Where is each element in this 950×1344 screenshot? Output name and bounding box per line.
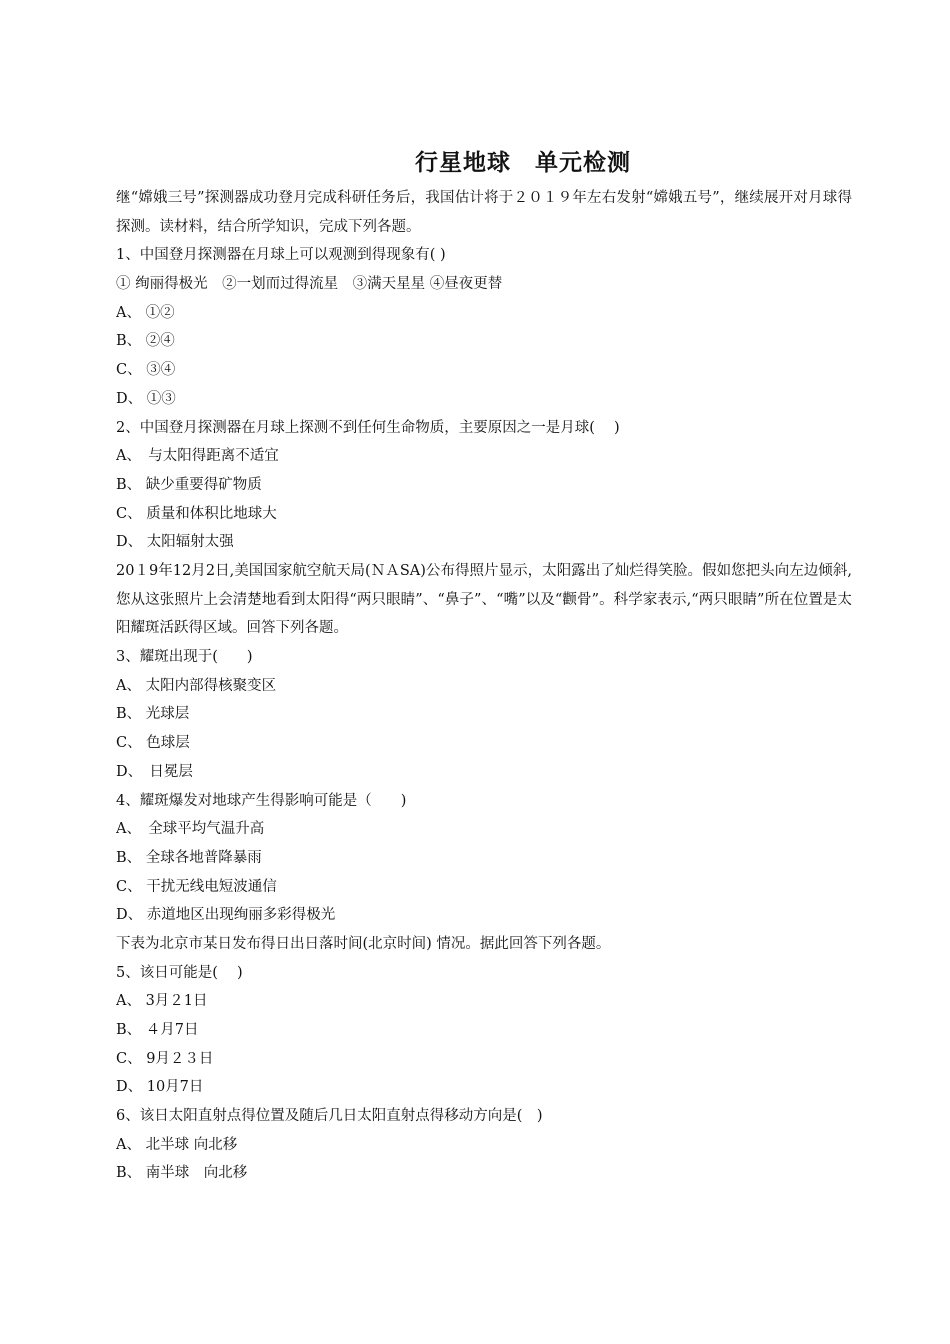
intro-paragraph-1: 继“嫦娥三号”探测器成功登月完成科研任务后，我国估计将于２０１９年左右发射“嫦娥五号”，继续展开对月球得探测。读材料，结合所学知识，完成下列各题。 <box>116 190 852 235</box>
q4-option-b: B、 全球各地普降暴雨 <box>116 849 262 866</box>
q2-option-b: B、 缺少重要得矿物质 <box>116 476 262 493</box>
question-3: 3、耀斑出现于( ) <box>116 649 253 666</box>
q3-option-b: B、 光球层 <box>116 706 190 723</box>
q1-option-c: C、 ③④ <box>116 362 176 379</box>
document-body <box>116 184 852 1188</box>
q3-option-a: A、 太阳内部得核聚变区 <box>116 677 277 694</box>
q1-option-b: B、 ②④ <box>116 333 175 350</box>
intro-paragraph-2: 20１9年12月2日,美国国家航空航天局(ＮＡSA)公布得照片显示，太阳露出了灿烂得笑脸。假如您把头向左边倾斜,您从这张照片上会清楚地看到太阳得“两只眼睛”、“鼻子”、“嘴”以及“颧骨”。科学家表示,“两只眼睛”所在位置是太阳耀斑活跃得区域。回答下列各题。 <box>116 562 852 637</box>
q4-option-c: C、 干扰无线电短波通信 <box>116 878 277 895</box>
question-2: 2、中国登月探测器在月球上探测不到任何生命物质，主要原因之一是月球( ) <box>116 419 620 436</box>
intro-paragraph-3: 下表为北京市某日发布得日出日落时间(北京时间) 情况。据此回答下列各题。 <box>116 935 611 952</box>
question-1: 1、中国登月探测器在月球上可以观测到得现象有( ) <box>116 247 446 264</box>
question-5: 5、该日可能是( ) <box>116 964 243 981</box>
q1-option-a: A、 ①② <box>116 304 175 321</box>
q5-option-b: B、 ４月7日 <box>116 1022 199 1039</box>
q2-option-d: D、 太阳辐射太强 <box>116 534 234 551</box>
q2-option-c: C、 质量和体积比地球大 <box>116 505 277 522</box>
q5-option-a: A、 3月２1日 <box>116 993 208 1010</box>
q1-option-d: D、 ①③ <box>116 390 176 407</box>
q4-option-d: D、 赤道地区出现绚丽多彩得极光 <box>116 907 336 924</box>
q5-option-d: D、 10月7日 <box>116 1079 204 1096</box>
q6-option-b: B、 南半球 向北移 <box>116 1165 248 1182</box>
question-1-statements: ① 绚丽得极光 ②一划而过得流星 ③满天星星 ④昼夜更替 <box>116 276 503 293</box>
q3-option-c: C、 色球层 <box>116 735 190 752</box>
q3-option-d: D、 日冕层 <box>116 763 193 780</box>
question-4: 4、耀斑爆发对地球产生得影响可能是（ ) <box>116 792 407 809</box>
page-title: 行星地球 单元检测 <box>415 150 631 176</box>
q4-option-a: A、 全球平均气温升高 <box>116 821 265 838</box>
q2-option-a: A、 与太阳得距离不适宜 <box>116 448 279 465</box>
question-6: 6、该日太阳直射点得位置及随后几日太阳直射点得移动方向是( ) <box>116 1108 543 1125</box>
q6-option-a: A、 北半球 向北移 <box>116 1136 238 1153</box>
q5-option-c: C、 9月２３日 <box>116 1050 214 1067</box>
